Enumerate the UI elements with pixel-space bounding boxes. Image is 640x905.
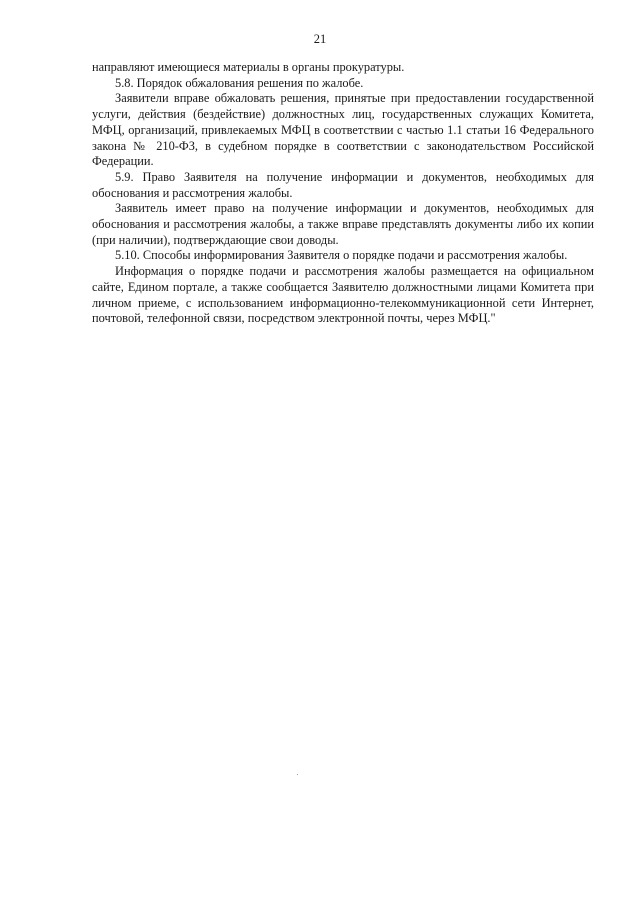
paragraph-heading-5-9: 5.9. Право Заявителя на получение информации и документов, необходимых для обоснования и рассмотрения жалобы. bbox=[92, 169, 594, 200]
paragraph-appeal-right: Заявители вправе обжаловать решения, принятые при предоставлении государственной услуги, действия (бездействие) должностных лиц, государственных служащих Комитета, МФЦ, организаций, привлекаемых МФЦ в соответствии с частью 1.1 статьи 16 Федерального закона № 210-ФЗ, в судебном порядке в соответствии с законодательством Российской Федерации. bbox=[92, 91, 594, 169]
paragraph-heading-5-10: 5.10. Способы информирования Заявителя о порядке подачи и рассмотрения жалобы. bbox=[115, 248, 568, 263]
paragraph-information-right: Заявитель имеет право на получение информации и документов, необходимых для обоснования и рассмотрения жалобы, а также вправе представлять документы либо их копии (при наличии), подтверждающие свои доводы. bbox=[92, 201, 594, 247]
paragraph-prosecutor-materials: направляют имеющиеся материалы в органы прокуратуры. bbox=[92, 60, 405, 74]
scan-speck bbox=[297, 774, 298, 775]
paragraph-heading-5-8: 5.8. Порядок обжалования решения по жалобе. bbox=[115, 75, 364, 90]
document-body bbox=[92, 60, 594, 327]
page-number: 21 bbox=[313, 32, 327, 46]
paragraph-information-ways: Информация о порядке подачи и рассмотрения жалобы размещается на официальном сайте, Едином портале, а также сообщается Заявителю должностными лицами Комитета при личном приеме, с использованием информационно-телекоммуникационной сети Интернет, почтовой, телефонной связи, посредством электронной почты, через МФЦ." bbox=[92, 264, 594, 326]
